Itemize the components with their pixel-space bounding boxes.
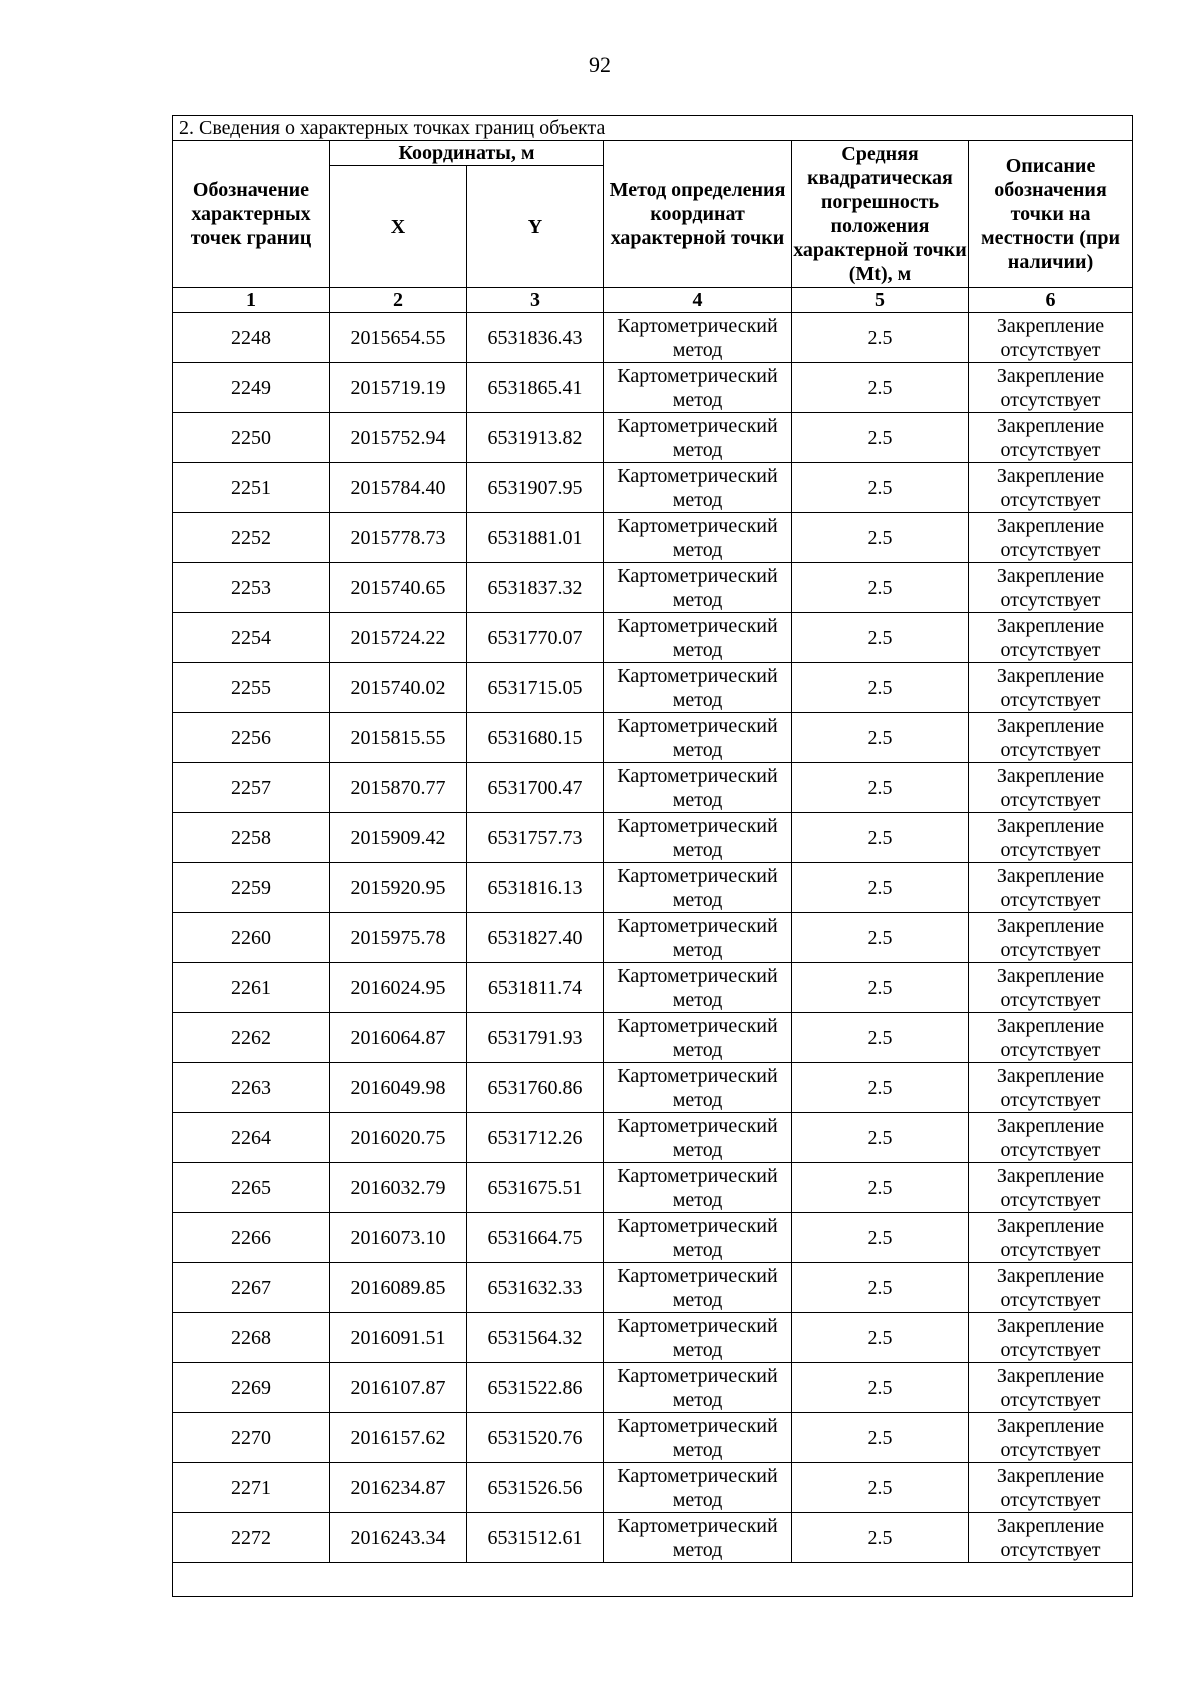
method-cell: Картометрический метод — [604, 1113, 792, 1163]
x-coordinate-cell: 2016243.34 — [330, 1513, 467, 1563]
point-id-cell: 2258 — [173, 813, 330, 863]
table-row — [173, 1313, 1133, 1363]
column-number: 5 — [792, 288, 969, 313]
description-cell: Закрепление отсутствует — [969, 513, 1133, 563]
x-coordinate-cell: 2016020.75 — [330, 1113, 467, 1163]
description-cell: Закрепление отсутствует — [969, 1063, 1133, 1113]
boundary-points-table — [172, 115, 1133, 1597]
point-id-cell: 2253 — [173, 563, 330, 613]
point-id-cell: 2259 — [173, 863, 330, 913]
method-cell: Картометрический метод — [604, 763, 792, 813]
point-id-cell: 2262 — [173, 1013, 330, 1063]
error-cell: 2.5 — [792, 613, 969, 663]
method-cell: Картометрический метод — [604, 663, 792, 713]
table-row — [173, 613, 1133, 663]
description-cell: Закрепление отсутствует — [969, 413, 1133, 463]
x-coordinate-cell: 2015719.19 — [330, 363, 467, 413]
error-cell: 2.5 — [792, 913, 969, 963]
table-row — [173, 1463, 1133, 1513]
description-cell: Закрепление отсутствует — [969, 363, 1133, 413]
table-row — [173, 763, 1133, 813]
x-coordinate-cell: 2016091.51 — [330, 1313, 467, 1363]
description-cell: Закрепление отсутствует — [969, 713, 1133, 763]
point-id-cell: 2272 — [173, 1513, 330, 1563]
method-cell: Картометрический метод — [604, 1313, 792, 1363]
y-coordinate-cell: 6531520.76 — [467, 1413, 604, 1463]
header-designation: Обозначение характерных точек границ — [173, 141, 330, 288]
error-cell: 2.5 — [792, 1313, 969, 1363]
table-row — [173, 813, 1133, 863]
error-cell: 2.5 — [792, 813, 969, 863]
y-coordinate-cell: 6531827.40 — [467, 913, 604, 963]
description-cell: Закрепление отсутствует — [969, 563, 1133, 613]
error-cell: 2.5 — [792, 363, 969, 413]
header-y: Y — [467, 166, 604, 288]
header-method: Метод определения координат характерной точки — [604, 141, 792, 288]
method-cell: Картометрический метод — [604, 463, 792, 513]
table-row — [173, 1213, 1133, 1263]
table-row — [173, 1113, 1133, 1163]
x-coordinate-cell: 2015870.77 — [330, 763, 467, 813]
point-id-cell: 2250 — [173, 413, 330, 463]
y-coordinate-cell: 6531712.26 — [467, 1113, 604, 1163]
column-number: 1 — [173, 288, 330, 313]
x-coordinate-cell: 2016234.87 — [330, 1463, 467, 1513]
method-cell: Картометрический метод — [604, 1413, 792, 1463]
description-cell: Закрепление отсутствует — [969, 863, 1133, 913]
table-row — [173, 1163, 1133, 1213]
x-coordinate-cell: 2015920.95 — [330, 863, 467, 913]
method-cell: Картометрический метод — [604, 613, 792, 663]
method-cell: Картометрический метод — [604, 513, 792, 563]
x-coordinate-cell: 2015975.78 — [330, 913, 467, 963]
method-cell: Картометрический метод — [604, 1063, 792, 1113]
y-coordinate-cell: 6531675.51 — [467, 1163, 604, 1213]
y-coordinate-cell: 6531680.15 — [467, 713, 604, 763]
x-coordinate-cell: 2015909.42 — [330, 813, 467, 863]
description-cell: Закрепление отсутствует — [969, 963, 1133, 1013]
description-cell: Закрепление отсутствует — [969, 613, 1133, 663]
table-row — [173, 1263, 1133, 1313]
y-coordinate-cell: 6531907.95 — [467, 463, 604, 513]
error-cell: 2.5 — [792, 1513, 969, 1563]
x-coordinate-cell: 2015778.73 — [330, 513, 467, 563]
point-id-cell: 2263 — [173, 1063, 330, 1113]
y-coordinate-cell: 6531522.86 — [467, 1363, 604, 1413]
error-cell: 2.5 — [792, 1263, 969, 1313]
method-cell: Картометрический метод — [604, 1213, 792, 1263]
error-cell: 2.5 — [792, 963, 969, 1013]
point-id-cell: 2270 — [173, 1413, 330, 1463]
error-cell: 2.5 — [792, 713, 969, 763]
error-cell: 2.5 — [792, 663, 969, 713]
error-cell: 2.5 — [792, 1463, 969, 1513]
method-cell: Картометрический метод — [604, 1013, 792, 1063]
error-cell: 2.5 — [792, 313, 969, 363]
description-cell: Закрепление отсутствует — [969, 1513, 1133, 1563]
y-coordinate-cell: 6531526.56 — [467, 1463, 604, 1513]
y-coordinate-cell: 6531700.47 — [467, 763, 604, 813]
error-cell: 2.5 — [792, 1413, 969, 1463]
y-coordinate-cell: 6531770.07 — [467, 613, 604, 663]
y-coordinate-cell: 6531836.43 — [467, 313, 604, 363]
error-cell: 2.5 — [792, 513, 969, 563]
error-cell: 2.5 — [792, 1063, 969, 1113]
error-cell: 2.5 — [792, 1363, 969, 1413]
y-coordinate-cell: 6531811.74 — [467, 963, 604, 1013]
table-row — [173, 363, 1133, 413]
table-body — [173, 313, 1133, 1563]
point-id-cell: 2251 — [173, 463, 330, 513]
method-cell: Картометрический метод — [604, 813, 792, 863]
description-cell: Закрепление отсутствует — [969, 1413, 1133, 1463]
point-id-cell: 2248 — [173, 313, 330, 363]
y-coordinate-cell: 6531632.33 — [467, 1263, 604, 1313]
description-cell: Закрепление отсутствует — [969, 1163, 1133, 1213]
table-row — [173, 1063, 1133, 1113]
error-cell: 2.5 — [792, 863, 969, 913]
point-id-cell: 2255 — [173, 663, 330, 713]
y-coordinate-cell: 6531791.93 — [467, 1013, 604, 1063]
method-cell: Картометрический метод — [604, 1363, 792, 1413]
description-cell: Закрепление отсутствует — [969, 1263, 1133, 1313]
method-cell: Картометрический метод — [604, 1163, 792, 1213]
y-coordinate-cell: 6531760.86 — [467, 1063, 604, 1113]
description-cell: Закрепление отсутствует — [969, 1013, 1133, 1063]
point-id-cell: 2265 — [173, 1163, 330, 1213]
x-coordinate-cell: 2016157.62 — [330, 1413, 467, 1463]
column-number: 3 — [467, 288, 604, 313]
x-coordinate-cell: 2016073.10 — [330, 1213, 467, 1263]
column-numbers-row — [173, 288, 1133, 313]
table-title: 2. Сведения о характерных точках границ объекта — [173, 116, 1133, 141]
x-coordinate-cell: 2016032.79 — [330, 1163, 467, 1213]
x-coordinate-cell: 2016024.95 — [330, 963, 467, 1013]
empty-cell — [173, 1563, 1133, 1597]
error-cell: 2.5 — [792, 1163, 969, 1213]
point-id-cell: 2256 — [173, 713, 330, 763]
y-coordinate-cell: 6531757.73 — [467, 813, 604, 863]
table-row — [173, 1413, 1133, 1463]
description-cell: Закрепление отсутствует — [969, 1113, 1133, 1163]
method-cell: Картометрический метод — [604, 313, 792, 363]
table-row — [173, 913, 1133, 963]
column-number: 4 — [604, 288, 792, 313]
point-id-cell: 2271 — [173, 1463, 330, 1513]
boundary-points-table-container — [172, 115, 1132, 1597]
header-coordinates: Координаты, м — [330, 141, 604, 166]
y-coordinate-cell: 6531512.61 — [467, 1513, 604, 1563]
description-cell: Закрепление отсутствует — [969, 813, 1133, 863]
error-cell: 2.5 — [792, 413, 969, 463]
method-cell: Картометрический метод — [604, 413, 792, 463]
point-id-cell: 2267 — [173, 1263, 330, 1313]
table-row — [173, 1013, 1133, 1063]
y-coordinate-cell: 6531913.82 — [467, 413, 604, 463]
description-cell: Закрепление отсутствует — [969, 463, 1133, 513]
table-row — [173, 313, 1133, 363]
method-cell: Картометрический метод — [604, 713, 792, 763]
description-cell: Закрепление отсутствует — [969, 1463, 1133, 1513]
description-cell: Закрепление отсутствует — [969, 1363, 1133, 1413]
table-row — [173, 513, 1133, 563]
error-cell: 2.5 — [792, 563, 969, 613]
x-coordinate-cell: 2016089.85 — [330, 1263, 467, 1313]
description-cell: Закрепление отсутствует — [969, 1213, 1133, 1263]
point-id-cell: 2260 — [173, 913, 330, 963]
column-number: 2 — [330, 288, 467, 313]
error-cell: 2.5 — [792, 763, 969, 813]
point-id-cell: 2268 — [173, 1313, 330, 1363]
x-coordinate-cell: 2016049.98 — [330, 1063, 467, 1113]
x-coordinate-cell: 2016107.87 — [330, 1363, 467, 1413]
method-cell: Картометрический метод — [604, 863, 792, 913]
x-coordinate-cell: 2015784.40 — [330, 463, 467, 513]
error-cell: 2.5 — [792, 1213, 969, 1263]
table-row — [173, 1513, 1133, 1563]
description-cell: Закрепление отсутствует — [969, 763, 1133, 813]
x-coordinate-cell: 2016064.87 — [330, 1013, 467, 1063]
y-coordinate-cell: 6531881.01 — [467, 513, 604, 563]
column-number: 6 — [969, 288, 1133, 313]
point-id-cell: 2266 — [173, 1213, 330, 1263]
point-id-cell: 2254 — [173, 613, 330, 663]
table-row — [173, 463, 1133, 513]
table-row — [173, 963, 1133, 1013]
table-row — [173, 563, 1133, 613]
x-coordinate-cell: 2015740.65 — [330, 563, 467, 613]
description-cell: Закрепление отсутствует — [969, 913, 1133, 963]
description-cell: Закрепление отсутствует — [969, 663, 1133, 713]
point-id-cell: 2261 — [173, 963, 330, 1013]
empty-row — [173, 1563, 1133, 1597]
point-id-cell: 2269 — [173, 1363, 330, 1413]
method-cell: Картометрический метод — [604, 963, 792, 1013]
point-id-cell: 2257 — [173, 763, 330, 813]
point-id-cell: 2249 — [173, 363, 330, 413]
table-row — [173, 663, 1133, 713]
method-cell: Картометрический метод — [604, 563, 792, 613]
header-x: X — [330, 166, 467, 288]
error-cell: 2.5 — [792, 463, 969, 513]
y-coordinate-cell: 6531564.32 — [467, 1313, 604, 1363]
x-coordinate-cell: 2015654.55 — [330, 313, 467, 363]
table-row — [173, 1363, 1133, 1413]
error-cell: 2.5 — [792, 1013, 969, 1063]
description-cell: Закрепление отсутствует — [969, 313, 1133, 363]
header-error: Средняя квадратическая погрешность положения характерной точки (Mt), м — [792, 141, 969, 288]
x-coordinate-cell: 2015815.55 — [330, 713, 467, 763]
point-id-cell: 2252 — [173, 513, 330, 563]
y-coordinate-cell: 6531816.13 — [467, 863, 604, 913]
y-coordinate-cell: 6531865.41 — [467, 363, 604, 413]
x-coordinate-cell: 2015724.22 — [330, 613, 467, 663]
table-row — [173, 863, 1133, 913]
error-cell: 2.5 — [792, 1113, 969, 1163]
method-cell: Картометрический метод — [604, 1513, 792, 1563]
point-id-cell: 2264 — [173, 1113, 330, 1163]
y-coordinate-cell: 6531715.05 — [467, 663, 604, 713]
header-description: Описание обозначения точки на местности (при наличии) — [969, 141, 1133, 288]
y-coordinate-cell: 6531664.75 — [467, 1213, 604, 1263]
page-number: 92 — [589, 52, 611, 77]
y-coordinate-cell: 6531837.32 — [467, 563, 604, 613]
method-cell: Картометрический метод — [604, 1263, 792, 1313]
method-cell: Картометрический метод — [604, 913, 792, 963]
x-coordinate-cell: 2015752.94 — [330, 413, 467, 463]
x-coordinate-cell: 2015740.02 — [330, 663, 467, 713]
table-row — [173, 413, 1133, 463]
method-cell: Картометрический метод — [604, 1463, 792, 1513]
table-row — [173, 713, 1133, 763]
method-cell: Картометрический метод — [604, 363, 792, 413]
description-cell: Закрепление отсутствует — [969, 1313, 1133, 1363]
